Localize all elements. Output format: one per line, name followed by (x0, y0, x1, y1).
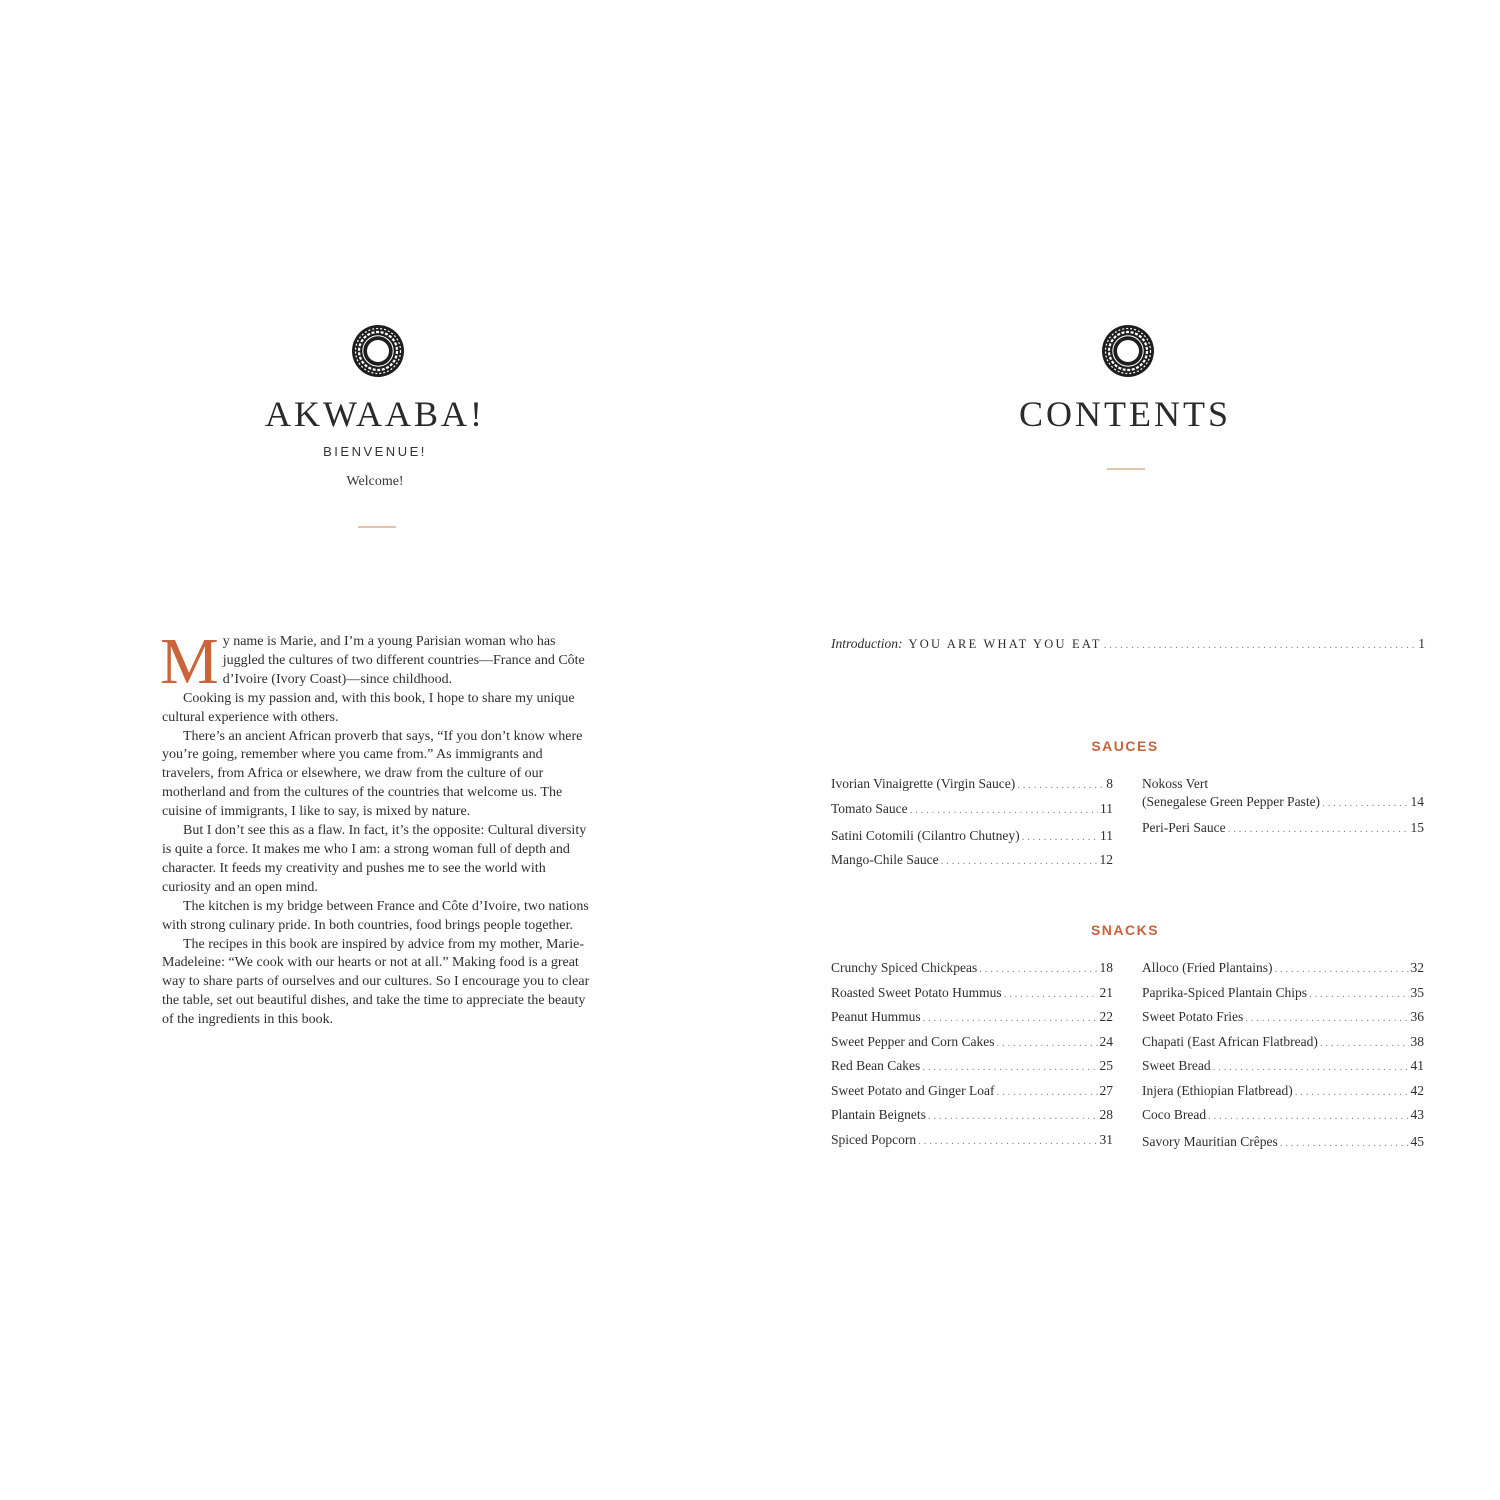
page-number: 27 (1099, 1082, 1113, 1098)
toc-entry[interactable] (831, 1058, 1113, 1074)
paragraph: The recipes in this book are inspired by advice from my mother, Marie-Madeleine: “We cook with our hearts or not at all.” Making food is a great way to share parts of ourselves and our cultures. So I encourage you to clear the table, set out beautiful dishes, and take the time to appreciate the beauty of the ingredients in this book. (162, 936, 590, 1028)
subtitle: BIENVENUE! (323, 444, 427, 459)
page-number: 15 (1410, 820, 1424, 835)
toc-entry[interactable] (1142, 960, 1424, 976)
dot-leader (1208, 1110, 1408, 1122)
entry-title: Sweet Pepper and Corn Cakes (831, 1033, 995, 1049)
toc-entry[interactable] (1142, 1034, 1424, 1050)
page-title: AKWAABA! (265, 394, 485, 434)
welcome-text: Welcome! (346, 474, 404, 489)
page-number: 32 (1410, 960, 1424, 975)
page-number: 22 (1099, 1009, 1113, 1024)
page-number: 42 (1410, 1082, 1424, 1098)
intro-title: YOU ARE WHAT YOU EAT (908, 637, 1102, 651)
entry-title: Chapati (East African Flatbread) (1142, 1033, 1318, 1049)
entry-title: Roasted Sweet Potato Hummus (831, 984, 1002, 1000)
toc-entry[interactable] (831, 1034, 1113, 1050)
entry-title: Coco Bread (1142, 1107, 1207, 1122)
entry-title: Paprika-Spiced Plantain Chips (1142, 984, 1307, 1000)
dot-leader (922, 1061, 1097, 1073)
toc-entry[interactable] (831, 1009, 1113, 1025)
toc-entry[interactable] (831, 960, 1113, 976)
page-number: 28 (1099, 1107, 1113, 1122)
page-number: 25 (1099, 1058, 1113, 1073)
toc-entry[interactable] (1142, 1107, 1424, 1123)
page-number: 12 (1099, 852, 1113, 867)
paragraph: There’s an ancient African proverb that says, “If you don’t know where you’re going, remember where you came from.” As immigrants and travelers, from Africa or elsewhere, we draw from the culture of our motherland and from the cultures of the countries that welcome us. The cuisine of immigrants, I like to say, is mixed by nature. (162, 728, 583, 820)
entry-title: Sweet Bread (1142, 1058, 1211, 1073)
entry-title: Satini Cotomili (Cilantro Chutney) (831, 828, 1020, 843)
decorative-rule (1107, 468, 1145, 470)
dot-leader (923, 1012, 1098, 1024)
page-number: 11 (1100, 828, 1113, 843)
entry-title: Alloco (Fried Plantains) (1142, 960, 1273, 975)
toc-entry[interactable] (1142, 776, 1424, 810)
page-number: 18 (1099, 960, 1113, 975)
page-number: 8 (1106, 776, 1113, 791)
entry-title: Red Bean Cakes (831, 1058, 921, 1073)
dot-leader (1104, 639, 1417, 651)
medallion-ornament-icon (1100, 323, 1156, 379)
toc-entry[interactable] (831, 1107, 1113, 1123)
paragraph: My name is Marie, and I’m a young Parisian woman who has juggled the cultures of two different countries—France and Côte d’Ivoire (Ivory Coast)—since childhood. (160, 625, 585, 698)
toc-entry[interactable] (1142, 1058, 1424, 1074)
paragraph: But I don’t see this as a flaw. In fact, it’s the opposite: Cultural diversity is quite a force. It makes me who I am: a strong woman full of depth and character. It feeds my creativity and pushes me to see the world with curiosity and an open mind. (162, 823, 587, 895)
page-number: 36 (1410, 1009, 1424, 1024)
dot-leader (1295, 1086, 1409, 1098)
dot-leader (979, 963, 1097, 975)
toc-entry[interactable] (831, 1132, 1113, 1148)
dot-leader (941, 855, 1098, 867)
entry-title: Spiced Popcorn (831, 1131, 917, 1147)
entry-title: Sweet Potato and Ginger Loaf (831, 1082, 995, 1098)
medallion-ornament-icon (350, 323, 406, 379)
page-number: 24 (1099, 1033, 1113, 1049)
dot-leader (928, 1110, 1098, 1122)
paragraph: The kitchen is my bridge between France and Côte d’Ivoire, two nations with strong culinary pride. In both countries, food brings people together. (162, 898, 589, 933)
entry-title: Nokoss Vert (1142, 776, 1209, 791)
dot-leader (1322, 797, 1408, 809)
paragraph: Cooking is my passion and, with this book, I hope to share my unique cultural experience with others. (162, 690, 575, 725)
dot-leader (1274, 963, 1408, 975)
page-number: 35 (1410, 984, 1424, 1000)
entry-title: Peanut Hummus (831, 1009, 921, 1024)
intro-label: Introduction: (831, 636, 903, 651)
drop-cap: M (160, 625, 219, 698)
page-number: 31 (1099, 1131, 1113, 1147)
toc-entry[interactable] (831, 852, 1113, 868)
toc-entry[interactable] (831, 776, 1113, 792)
toc-entry[interactable] (1142, 1134, 1424, 1150)
entry-title: Crunchy Spiced Chickpeas (831, 960, 978, 975)
dot-leader (910, 804, 1098, 816)
dot-leader (1017, 779, 1104, 791)
page-number: 38 (1410, 1033, 1424, 1049)
entry-title: Tomato Sauce (831, 801, 908, 816)
dot-leader (1213, 1061, 1409, 1073)
entry-title: Savory Mauritian Crêpes (1142, 1133, 1278, 1149)
page-number: 21 (1099, 984, 1113, 1000)
entry-title: Sweet Potato Fries (1142, 1009, 1244, 1024)
section-heading-sauces: SAUCES (1091, 738, 1159, 754)
dot-leader (1320, 1037, 1409, 1049)
entry-title: Ivorian Vinaigrette (Virgin Sauce) (831, 776, 1016, 791)
entry-title: Peri-Peri Sauce (1142, 820, 1226, 835)
toc-entry[interactable] (1142, 1083, 1424, 1099)
page-number: 14 (1410, 794, 1424, 809)
toc-entry[interactable] (831, 828, 1113, 844)
dot-leader (1022, 831, 1098, 843)
entry-title: Plantain Beignets (831, 1107, 926, 1122)
page-number: 41 (1410, 1058, 1424, 1073)
dot-leader (996, 1037, 1097, 1049)
page-number: 11 (1100, 801, 1113, 816)
toc-entry[interactable] (1142, 820, 1424, 836)
toc-introduction-entry[interactable] (831, 636, 1425, 652)
dot-leader (1280, 1137, 1409, 1149)
page-number: 1 (1418, 636, 1425, 651)
dot-leader (1309, 988, 1409, 1000)
entry-title: Injera (Ethiopian Flatbread) (1142, 1082, 1293, 1098)
entry-title: Mango-Chile Sauce (831, 852, 939, 867)
toc-entry[interactable] (1142, 985, 1424, 1001)
entry-subtitle: (Senegalese Green Pepper Paste) (1142, 794, 1321, 809)
toc-entry[interactable] (831, 801, 1113, 817)
page-number: 45 (1410, 1133, 1424, 1149)
decorative-rule (358, 526, 396, 528)
dot-leader (996, 1086, 1097, 1098)
toc-entry[interactable] (1142, 1009, 1424, 1025)
toc-entry[interactable] (831, 1083, 1113, 1099)
dot-leader (1245, 1012, 1408, 1024)
toc-entry[interactable] (831, 985, 1113, 1001)
page-title: CONTENTS (1019, 394, 1231, 434)
dot-leader (918, 1135, 1097, 1147)
section-heading-snacks: SNACKS (1090, 922, 1160, 938)
dot-leader (1004, 988, 1098, 1000)
intro-body (160, 625, 594, 1030)
dot-leader (1228, 823, 1409, 835)
page-number: 43 (1410, 1107, 1424, 1122)
